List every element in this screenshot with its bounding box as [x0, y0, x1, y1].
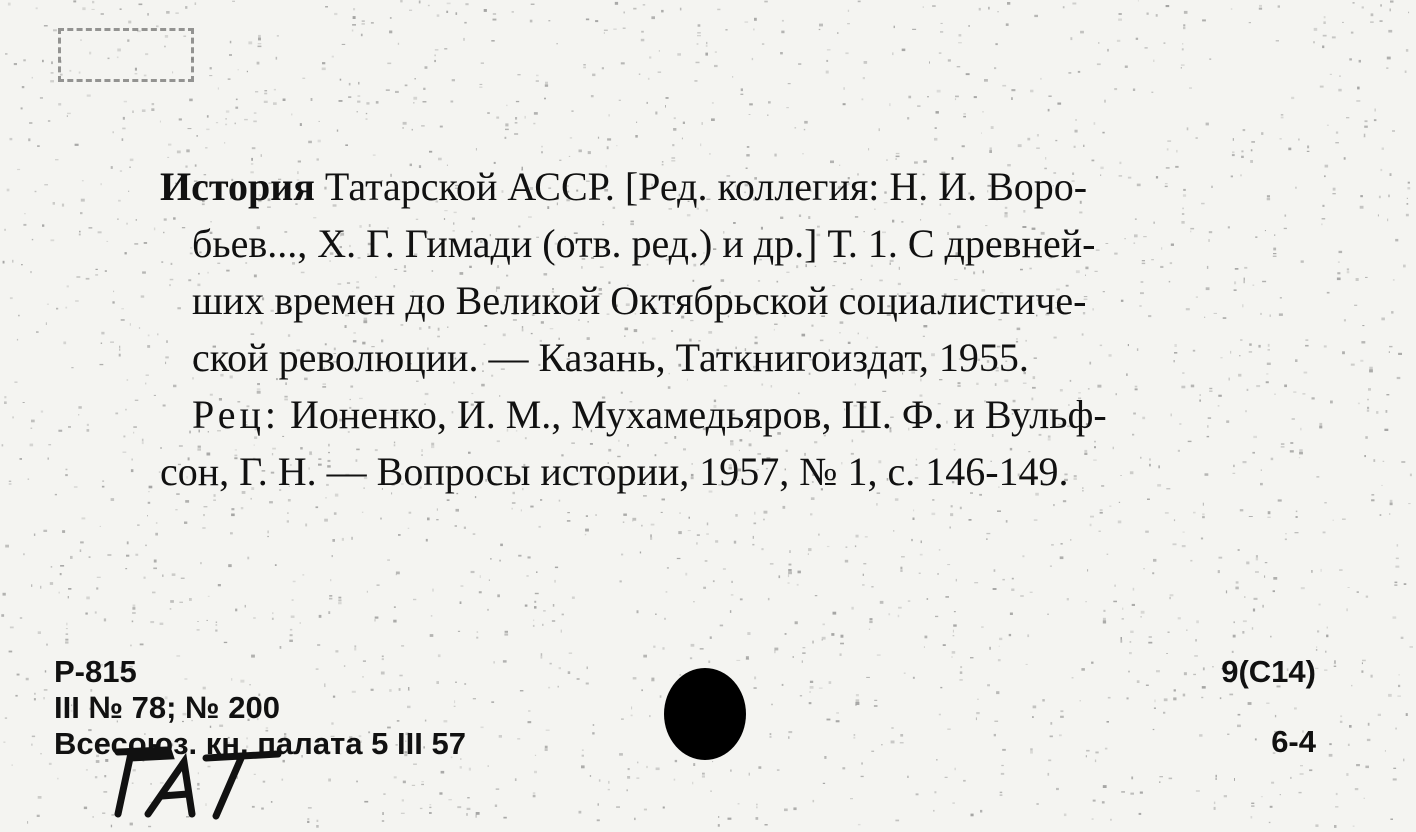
review-label: Рец: [192, 392, 280, 437]
chamber-date: Всесоюз. кн. палата 5 III 57 [54, 726, 466, 761]
punch-hole [664, 668, 746, 760]
entry-line-4: ской революции. — Казань, Таткнигоиздат, 1955. [192, 335, 1029, 380]
card-index-number: 6-4 [1271, 724, 1316, 759]
entry-heading-word: История [160, 164, 315, 209]
entry-line-1 [160, 158, 1107, 215]
classification-code: 9(С14) [1221, 654, 1316, 689]
registry-numbers: III № 78; № 200 [54, 690, 280, 725]
handwritten-signature [96, 744, 286, 824]
call-number: P-815 [54, 654, 137, 689]
entry-line-5-text: Ионенко, И. М., Мухамедьяров, Ш. Ф. и Вульф- [280, 392, 1107, 437]
entry-line-6: сон, Г. Н. — Вопросы истории, 1957, № 1, с. 146-149. [160, 449, 1069, 494]
entry-line-5 [160, 386, 1107, 443]
entry-line-3: ших времен до Великой Октябрьской социалистиче- [192, 278, 1087, 323]
bibliographic-entry [160, 158, 1107, 500]
entry-line-2: бьев..., Х. Г. Гимади (отв. ред.) и др.] Т. 1. С древней- [192, 221, 1096, 266]
corner-stamp-frame [58, 28, 194, 82]
entry-line-1-text: Татарской АССР. [Ред. коллегия: Н. И. Воро- [314, 164, 1088, 209]
